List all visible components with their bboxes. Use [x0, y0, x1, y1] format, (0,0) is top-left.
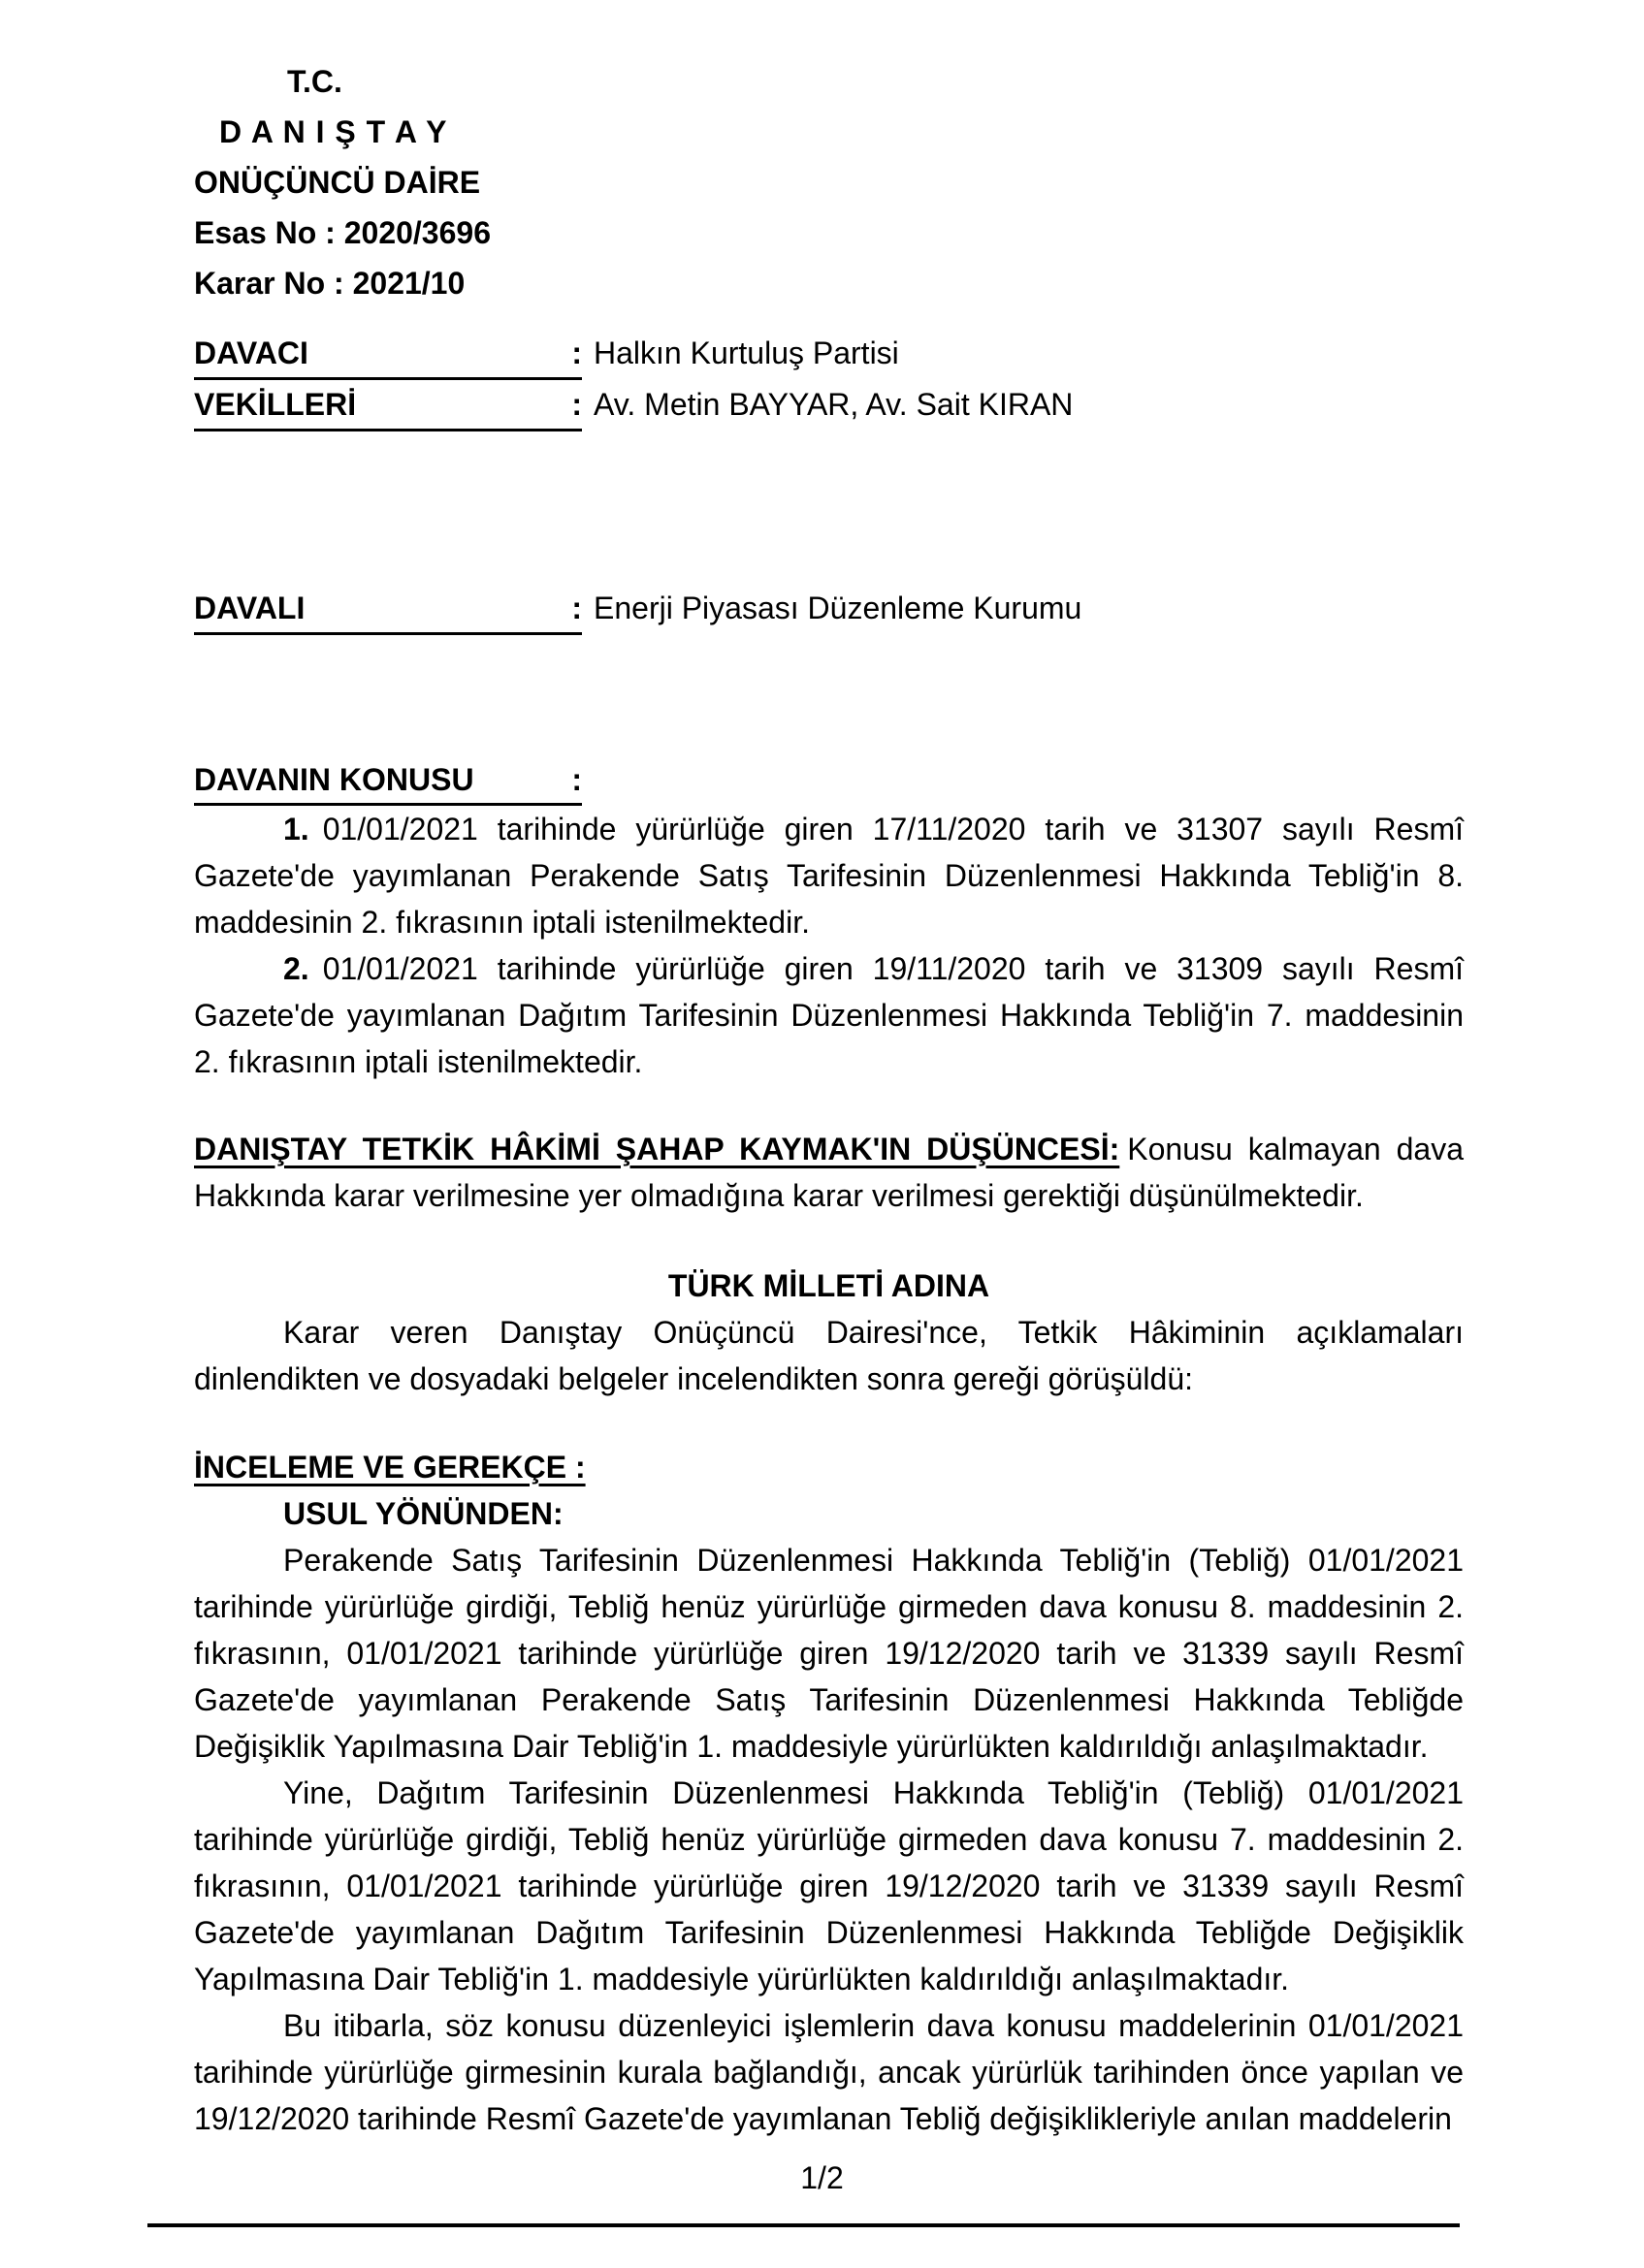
deliberation-intro-paragraph: Karar veren Danıştay Onüçüncü Dairesi'nce, Tetkik Hâkiminin açıklamaları dinlendikten ve dosyadaki belgeler incelendikten sonra gereği görüşüldü: [194, 1315, 1464, 1396]
subject-heading-colon: : [571, 762, 582, 797]
spacer [194, 1402, 1464, 1444]
subject-item-2-number: 2. [283, 951, 309, 986]
subject-item-1-number: 1. [283, 812, 309, 847]
defendant-label [194, 584, 582, 635]
body-paragraph-2: Yine, Dağıtım Tarifesinin Düzenlenmesi Hakkında Tebliğ'in (Tebliğ) 01/01/2021 tarihinde yürürlüğe girdiği, Tebliğ henüz yürürlüğe girmeden dava konusu 7. maddesinin 2. fıkrasının, 01/01/2021 tarihinde yürürlüğe giren 19/12/2020 tarih ve 31339 sayılı Resmî Gazete'de yayımlanan Dağıtım Tarifesinin Düzenlenmesi Hakkında Tebliğde Değişiklik Yapılmasına Dair Tebliğ'in 1. maddesiyle yürürlükten kaldırıldığı anlaşılmaktadır. [194, 1775, 1464, 1996]
institution-name: D A N I Ş T A Y [219, 114, 448, 149]
counsel-label [194, 380, 582, 431]
plaintiff-value: Halkın Kurtuluş Partisi [594, 335, 899, 370]
defendant-colon: : [571, 591, 582, 625]
country-abbreviation: T.C. [287, 64, 342, 99]
footer-rule [147, 2223, 1460, 2227]
defendant-label-text: DAVALI [194, 591, 306, 625]
spacer [194, 308, 1464, 329]
letterhead [194, 56, 1464, 308]
decision-number-line: Karar No : 2021/10 [194, 266, 466, 301]
subject-item-2-text: 01/01/2021 tarihinde yürürlüğe giren 19/11/2020 tarih ve 31309 sayılı Resmî Gazete'de yayımlanan Dağıtım Tarifesinin Düzenlenmesi Hakkında Tebliğ'in 7. maddesinin 2. fıkrasının iptali istenilmektedir. [194, 951, 1464, 1079]
subject-heading [194, 756, 582, 806]
body-paragraph-3: Bu itibarla, söz konusu düzenleyici işlemlerin dava konusu maddelerinin 01/01/2021 tarihinde yürürlüğe girmesinin kurala bağlandığı, ancak yürürlük tarihinden önce yapılan ve 19/12/2020 tarihinde Resmî Gazete'de yayımlanan Tebliğ değişiklikleriyle anılan maddelerin [194, 2008, 1464, 2136]
counsel-row [194, 380, 1464, 431]
plaintiff-label [194, 329, 582, 380]
spacer [194, 431, 1464, 584]
body-paragraph-1: Perakende Satış Tarifesinin Düzenlenmesi Hakkında Tebliğ'in (Tebliğ) 01/01/2021 tarihinde yürürlüğe girdiği, Tebliğ henüz yürürlüğe girmeden dava konusu 8. maddesinin 2. fıkrasının, 01/01/2021 tarihinde yürürlüğe giren 19/12/2020 tarih ve 31339 sayılı Resmî Gazete'de yayımlanan Perakende Satış Tarifesinin Düzenlenmesi Hakkında Tebliğde Değişiklik Yapılmasına Dair Tebliğ'in 1. maddesiyle yürürlükten kaldırıldığı anlaşılmaktadır. [194, 1543, 1464, 1764]
spacer [194, 1219, 1464, 1262]
case-number-line: Esas No : 2020/3696 [194, 215, 491, 250]
examination-section [194, 1444, 1464, 2142]
subject-item-2 [194, 945, 1464, 1085]
procedure-subheading: USUL YÖNÜNDEN: [283, 1496, 564, 1531]
spacer [194, 635, 1464, 756]
page-number: 1/2 [800, 2160, 844, 2195]
plaintiff-row [194, 329, 1464, 380]
subject-heading-text: DAVANIN KONUSU [194, 762, 474, 797]
counsel-label-text: VEKİLLERİ [194, 387, 357, 422]
plaintiff-colon: : [571, 335, 582, 370]
counsel-value: Av. Metin BAYYAR, Av. Sait KIRAN [594, 387, 1074, 422]
clerk-opinion-paragraph [194, 1126, 1464, 1219]
counsel-colon: : [571, 387, 582, 422]
chamber-name: ONÜÇÜNCÜ DAİRE [194, 165, 481, 200]
examination-heading: İNCELEME VE GEREKÇE : [194, 1450, 586, 1485]
subject-item-1 [194, 806, 1464, 945]
defendant-row [194, 584, 1464, 635]
subject-item-1-text: 01/01/2021 tarihinde yürürlüğe giren 17/11/2020 tarih ve 31307 sayılı Resmî Gazete'de yayımlanan Perakende Satış Tarifesinin Düzenlenmesi Hakkında Tebliğ'in 8. maddesinin 2. fıkrasının iptali istenilmektedir. [194, 812, 1464, 940]
plaintiff-label-text: DAVACI [194, 335, 308, 370]
subject-heading-row [194, 756, 1464, 806]
defendant-value: Enerji Piyasası Düzenleme Kurumu [594, 591, 1082, 625]
spacer [194, 1085, 1464, 1126]
in-the-name-heading: TÜRK MİLLETİ ADINA [667, 1268, 990, 1303]
clerk-opinion-label: DANIŞTAY TETKİK HÂKİMİ ŞAHAP KAYMAK'IN DÜŞÜNCESİ: [194, 1132, 1120, 1166]
clerk-opinion-text: Konusu kalmayan dava Hakkında karar verilmesine yer olmadığına karar verilmesi gerektiği düşünülmektedir. [194, 1132, 1465, 1213]
